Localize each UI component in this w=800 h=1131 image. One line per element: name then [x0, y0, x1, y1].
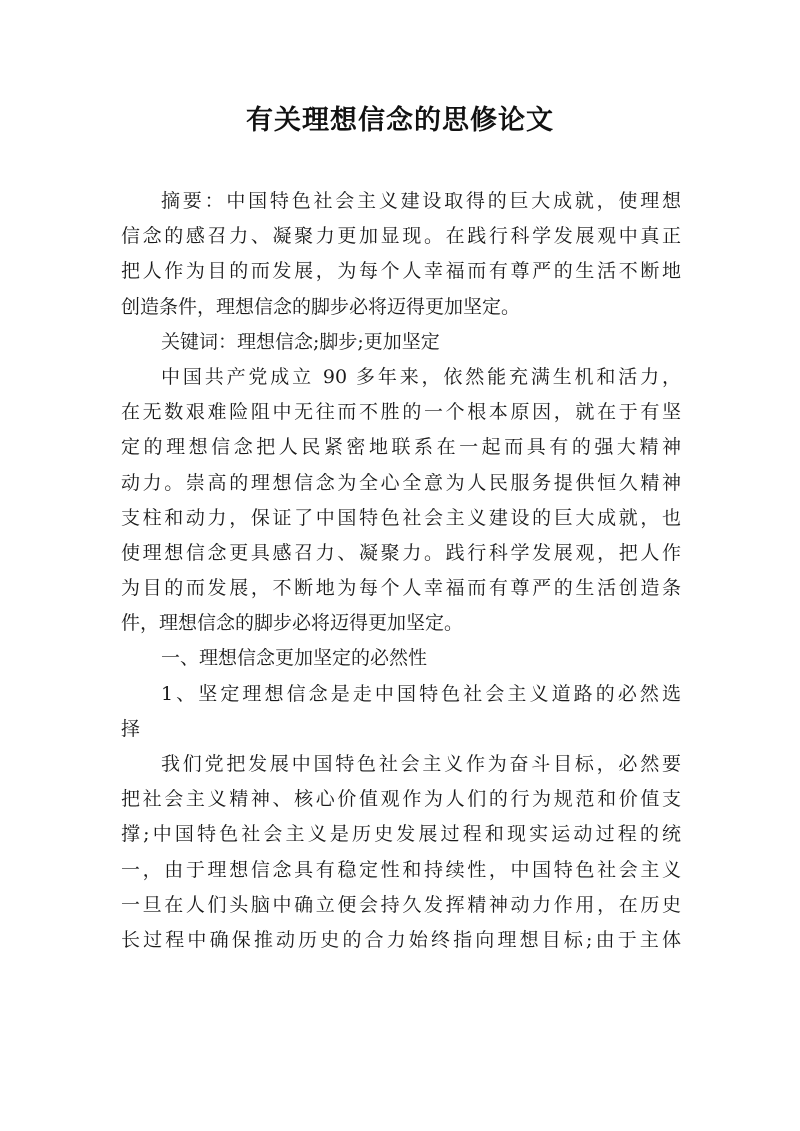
- text-line: 件，理想信念的脚步必将迈得更加坚定。: [121, 612, 464, 635]
- text-line: 长过程中确保推动历史的合力始终指向理想目标;由于主体: [121, 928, 681, 951]
- document-body: [121, 184, 681, 958]
- text-line: 摘要：中国特色社会主义建设取得的巨大成就，使理想: [161, 190, 681, 212]
- text-line: 把人作为目的而发展，为每个人幸福而有尊严的生活不断地: [121, 260, 681, 283]
- text-line: 动力。崇高的理想信念为全心全意为人民服务提供恒久精神: [121, 471, 681, 494]
- text-line: 定的理想信念把人民紧密地联系在一起而具有的强大精神: [121, 436, 681, 459]
- text-line: 一旦在人们头脑中确立便会持久发挥精神动力作用，在历史: [121, 893, 681, 916]
- text-line: 创造条件，理想信念的脚步必将迈得更加坚定。: [121, 295, 521, 318]
- text-line: 把社会主义精神、核心价值观作为人们的行为规范和价值支: [121, 788, 681, 811]
- text-line: 一、理想信念更加坚定的必然性: [161, 647, 428, 670]
- text-line: 撑;中国特色社会主义是历史发展过程和现实运动过程的统: [121, 823, 681, 846]
- text-line: 信念的感召力、凝聚力更加显现。在践行科学发展观中真正: [121, 225, 681, 248]
- text-line: 择: [121, 717, 141, 740]
- text-line: 在无数艰难险阻中无往而不胜的一个根本原因，就在于有坚: [121, 401, 681, 424]
- text-line: 支柱和动力，保证了中国特色社会主义建设的巨大成就，也: [121, 506, 681, 529]
- document-title: 有关理想信念的思修论文: [246, 105, 554, 136]
- text-line: 1、坚定理想信念是走中国特色社会主义道路的必然选: [161, 682, 681, 705]
- text-line: 为目的而发展，不断地为每个人幸福而有尊严的生活创造条: [121, 577, 681, 600]
- text-line: 关键词：理想信念;脚步;更加坚定: [161, 330, 440, 353]
- text-line: 我们党把发展中国特色社会主义作为奋斗目标，必然要: [161, 753, 681, 775]
- text-line: 使理想信念更具感召力、凝聚力。践行科学发展观，把人作: [121, 541, 681, 564]
- text-line: 一，由于理想信念具有稳定性和持续性，中国特色社会主义: [121, 858, 681, 881]
- text-line: 中国共产党成立 90 多年来，依然能充满生机和活力，: [161, 365, 681, 388]
